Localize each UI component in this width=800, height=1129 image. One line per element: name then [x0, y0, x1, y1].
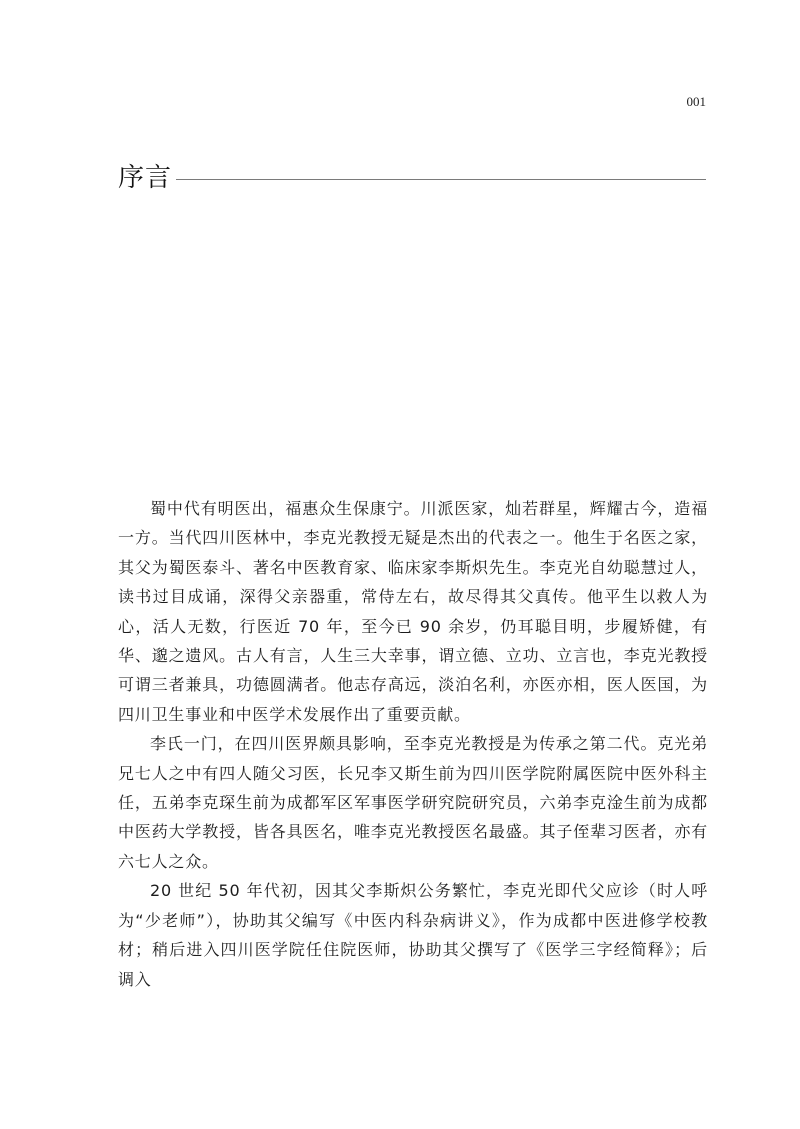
- title-rule: [176, 179, 706, 180]
- section-header: [118, 158, 706, 198]
- page-title: 序言: [118, 163, 173, 193]
- paragraph-3: 20 世纪 50 年代初，因其父李斯炽公务繁忙，李克光即代父应诊（时人呼为“少老师”），协助其父编写《中医内科杂病讲义》，作为成都中医进修学校教材；稍后进入四川医学院任住院医师，协助其父撰写了《医学三字经简释》；后调入: [118, 881, 708, 989]
- paragraph-2: 李氏一门，在四川医界颇具影响，至李克光教授是为传承之第二代。克光弟兄七人之中有四人随父习医，长兄李又斯生前为四川医学院附属医院中医外科主任，五弟李克琛生前为成都军区军事医学研究院研究员，六弟李克淦生前为成都中医药大学教授，皆各具医名，唯李克光教授医名最盛。其子侄辈习医者，亦有六七人之众。: [118, 734, 708, 871]
- paragraph-1: 蜀中代有明医出，福惠众生保康宁。川派医家，灿若群星，辉耀古今，造福一方。当代四川医林中，李克光教授无疑是杰出的代表之一。他生于名医之家，其父为蜀医泰斗、著名中医教育家、临床家李斯炽先生。李克光自幼聪慧过人，读书过目成诵，深得父亲器重，常侍左右，故尽得其父真传。他平生以救人为心，活人无数，行医近 70 年，至今已 90 余岁，仍耳聪目明，步履矫健，有华、邈之遗风。古人有言，人生三大幸事，谓立德、立功、立言也，李克光教授可谓三者兼具，功德圆满者。他志存高远，淡泊名利，亦医亦相，医人医国，为四川卫生事业和中医学术发展作出了重要贡献。: [118, 499, 708, 724]
- page-number: 001: [686, 94, 706, 109]
- body-text: [118, 494, 708, 994]
